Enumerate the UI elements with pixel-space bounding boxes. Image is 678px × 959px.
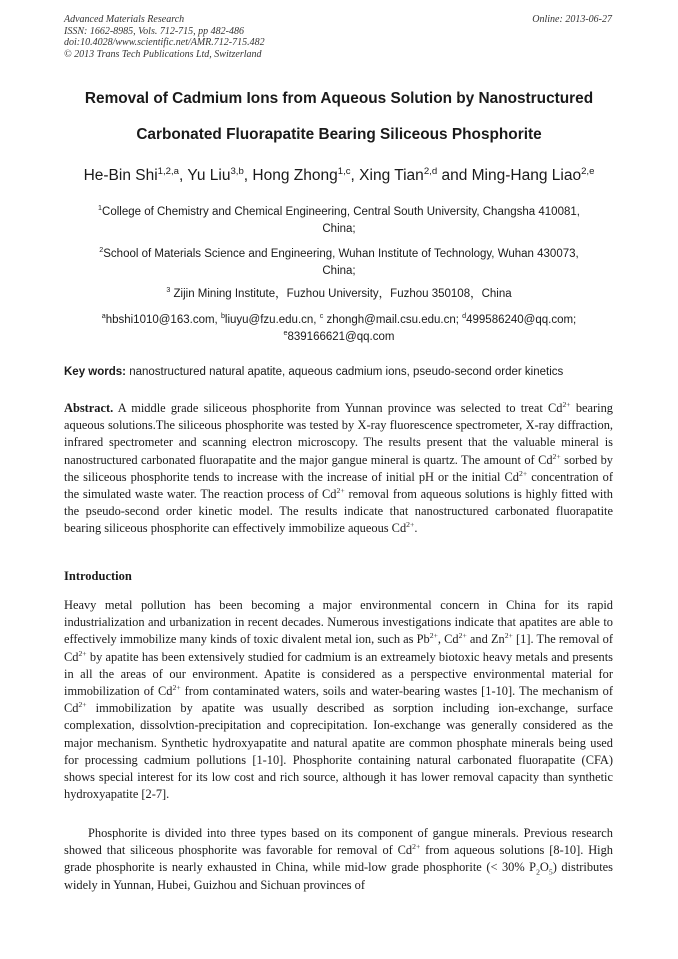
email-link[interactable]: hbshi1010@163.com, [105,314,221,326]
online-date: Online: 2013-06-27 [532,14,612,25]
email-link[interactable]: liuyu@fzu.edu.cn, [224,314,320,326]
abstract-paragraph: Abstract. A middle grade siliceous phosphorite from Yunnan province was selected to treat $Cd^{2+}$ bearing aqueous solutions.The siliceous phosphorite was tested by X-ray fluorescence spectrometer, X-ray diffraction, infrared spectrometer and scanning electron microscopy. The results present that the valuable mineral is nanostructured carbonated fluorapatite and the major gangue mineral is quartz. The amount of $Cd^{2+}$ sorbed by the siliceous phosphorite tends to increase with the increase of initial pH or the initial $Cd^{2+}$ concentration of the simulated waste water. The reaction process of $Cd^{2+}$ removal from aqueous solutions is highly fitted with the pseudo-second order kinetic model. The results indicate that nanostructured carbonated fluorapatite bearing siliceous phosphorite can effectively immobilize aqueous $Cd^{2+}$. [64,399,614,536]
email-list: $^a$hbshi1010@163.com, $^b$liuyu@fzu.edu.cn, $^c$ zhongh@mail.csu.edu.cn; $^d$499586240@qq.com; $^e$839166621@qq.com [101,312,577,343]
issn-line: ISSN: 1662-8985, Vols. 712-715, pp 482-486 [64,25,244,37]
body-paragraph-2: Phosphorite is divided into three types based on its component of gangue minerals. Previous research showed that siliceous phosphorite was favorable for removal of $Cd^{2+}$ from aqueous solutions [8-10]. High grade phosphorite is nearly exhausted in China, while mid-low grade phosphorite (< 30% $P_2O_5$) distributes widely in Yunnan, Hubei, Guizhou and Sichuan provinces of [64,826,613,892]
copyright-line: © 2013 Trans Tech Publications Ltd, Switzerland [64,48,262,60]
affiliation-3: $^3$ Zijin Mining Institute，Fuzhou University，Fuzhou 350108，China [166,286,512,300]
author-name: Ming-Hang Liao [471,167,582,184]
keywords-text: nanostructured natural apatite, aqueous cadmium ions, pseudo-second order kinetics [126,366,564,378]
keywords [64,366,624,378]
journal-header [64,14,265,60]
keywords-label: Key words: [64,366,126,378]
email-link[interactable]: 839166621@qq.com [287,331,395,343]
section-heading-introduction: Introduction [64,569,132,583]
paper-title-line-2: Carbonated Fluorapatite Bearing Siliceous Phosphorite [136,126,542,143]
author-name: Hong Zhong [252,167,338,184]
author-name: Yu Liu [187,167,231,184]
author-list: He-Bin Shi$^{1,2,a}$, Yu Liu$^{3,b}$, Hong Zhong$^{1,c}$, Xing Tian$^{2,d}$ and Ming-Hang Liao$^{2,e}$ [83,165,595,184]
affiliation-1: $^1$College of Chemistry and Chemical Engineering, Central South University, Changsha 410081, China; [98,204,580,235]
doi-line: doi:10.4028/www.scientific.net/AMR.712-715.482 [64,37,265,48]
paper-title-line-1: Removal of Cadmium Ions from Aqueous Solution by Nanostructured [84,90,594,107]
author-affiliation-mark: 2,e [581,165,595,177]
body-paragraph-1: Heavy metal pollution has been becoming a major environmental concern in China for its rapid industrialization and urbanization in recent decades. Numerous investigations indicate that apatites are able to effectively immobilize many kinds of toxic divalent metal ion, such as $Pb^{2+}$, $Cd^{2+}$ and $Zn^{2+}$ [1]. The removal of $Cd^{2+}$ by apatite has been extensively studied for cadmium is an extreamely biotoxic heavy metals and presents in all the areas of our environment. Apatite is considered as a perspective environmental material for immobilization of $Cd^{2+}$ from contaminated waters, soils and water-bearing wastes [1-10]. The mechanism of $Cd^{2+}$ immobilization by apatite was usually described as sorption including ion-exchange, surface complexation, dissolvtion-precipitation and coprecipitation. Ion-exchange was generally considered as the major mechanism. Synthetic hydroxyapatite and natural apatite are common phosphate minerals being used for processing cadmium pollutions [1-10]. Phosphorite containing natural carbonated fluorapatite (CFA) shows special interest for its low cost and rich source, although it has lower removal capacity than synthetic hydroxyapatite [2-7]. [64,598,613,802]
affiliation-2: $^2$School of Materials Science and Engineering, Wuhan Institute of Technology, Wuhan 430073, China; [99,246,579,277]
author-name: He-Bin Shi [83,167,158,184]
email-link[interactable]: 499586240@qq.com; [466,314,577,326]
author-name: Xing Tian [359,167,424,184]
author-affiliation-mark: 1,c [337,165,351,177]
author-affiliation-mark: 1,2,a [157,165,179,177]
journal-name: Advanced Materials Research [64,14,185,25]
author-affiliation-mark: 2,d [423,165,438,177]
author-affiliation-mark: 3,b [230,165,244,177]
email-link[interactable]: zhongh@mail.csu.edu.cn; [323,314,463,326]
abstract-label: Abstract. [64,401,114,415]
